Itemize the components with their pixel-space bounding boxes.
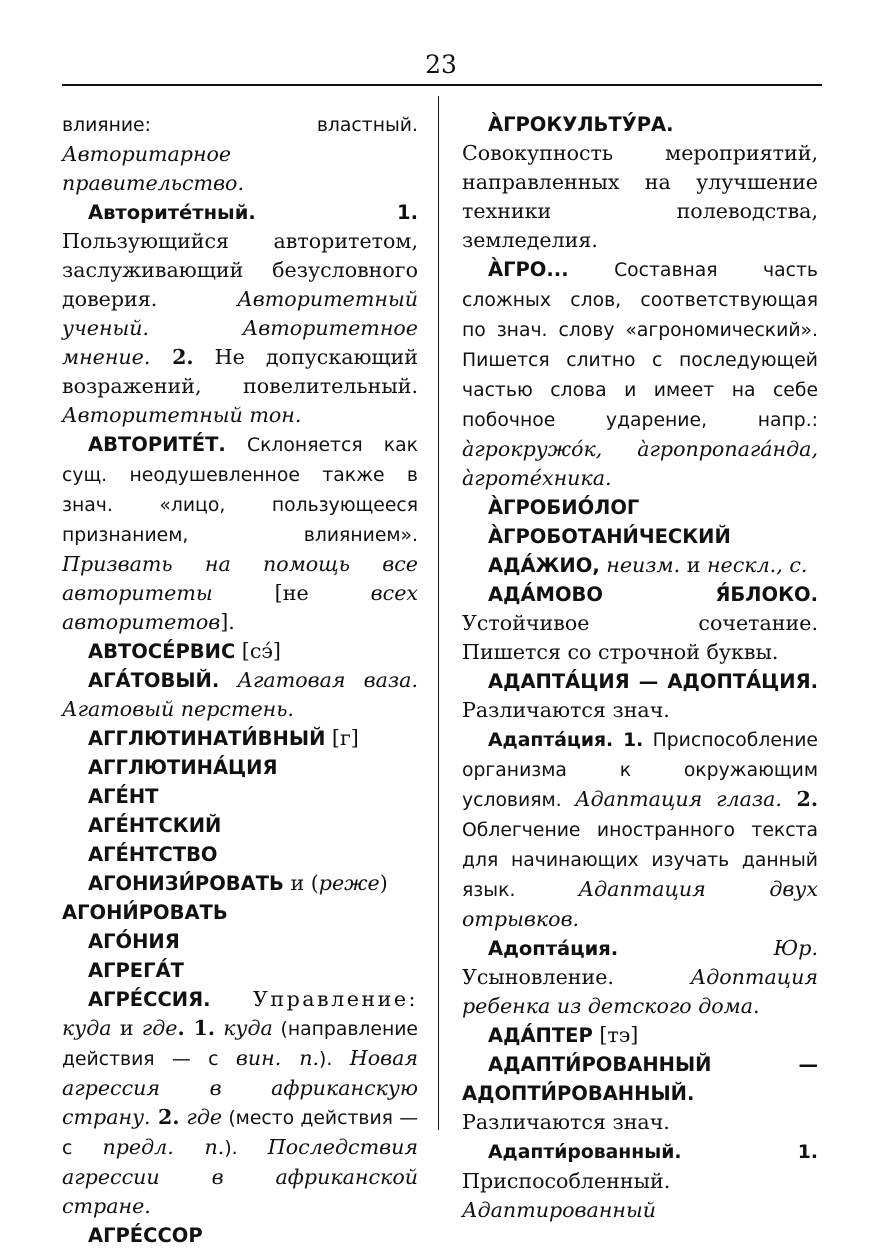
entry-adaptatsiya-adoptatsiya: АДАПТА́ЦИЯ — АДОПТА́ЦИЯ. Различаются знач. (462, 670, 818, 722)
entry-adoptatsiya: Адопта́ция. Юр. Усыновление. Адоптация ребенка из детского дома. (462, 936, 818, 1018)
entry-agatovy: АГА́ТОВЫЙ. Агатовая ваза. Агатовый перстень. (62, 668, 418, 721)
entry-agentsky: АГЕ́НТСКИЙ (88, 814, 222, 837)
entry-agoniya: АГО́НИЯ (88, 930, 180, 953)
entry-agregat: АГРЕГА́Т (88, 959, 184, 982)
right-column (462, 110, 818, 1225)
header-rule (62, 84, 822, 86)
entry-avtoritet: АВТОРИТЕ́Т. Склоняется как сущ. неодушевленное также в знач. «лицо, пользующееся признанием, влиянием». Призвать на помощь все авторитеты [не всех авторитетов]. (62, 433, 418, 634)
entry-adazhio: АДА́ЖИО, неизм. и нескл., с. (488, 553, 808, 577)
entry-agrobotanichesky: А̀ГРОБОТАНИ́ЧЕСКИЙ (488, 525, 731, 548)
entry-avtoritetny: Авторите́тный. 1. Пользующийся авторитетом, заслуживающий безусловного доверия. Авторитетный ученый. Авторитетное мнение. 2. Не допускающий возражений, повелительный. Авторитетный тон. (62, 201, 419, 427)
entry-adamovo-yabloko: АДА́МОВО Я́БЛОКО. Устойчивое сочетание. Пишется со строчной буквы. (462, 583, 818, 664)
entry-avtoservis: АВТОСЕ́РВИС [сэ́] (88, 639, 281, 663)
entry-agglyutinativny: АГГЛЮТИНАТИ́ВНЫЙ [г] (88, 726, 359, 750)
entry-agglyutinatsiya: АГГЛЮТИНА́ЦИЯ (88, 756, 278, 779)
entry-agressiya: АГРЕ́ССИЯ. Управление: куда и где. 1. куда (направление действия — с вин. п.). Новая агрессия в африканскую страну. 2. где (место действия — с предл. п.). Последствия агрессии в африканской стране. (62, 987, 419, 1218)
entry-adaptirovanny-adoptirovanny: АДАПТИ́РОВАННЫЙ — АДОПТИ́РОВАННЫЙ. Различаются знач. (462, 1053, 818, 1134)
left-column (62, 110, 418, 1250)
entry-adaptatsiya: Адапта́ция. 1. Приспособление организма к окружающим условиям. Адаптация глаза. 2. Облегчение иностранного текста для начинающих изучать данный язык. Адаптация двух отрывков. (462, 730, 818, 931)
entry-agrobiolog: А̀ГРОБИО́ЛОГ (488, 496, 640, 519)
page-number: 23 (425, 50, 457, 79)
column-divider (438, 96, 439, 1130)
entry-agonizirovat: АГОНИЗИ́РОВАТЬ и (реже) (88, 871, 388, 895)
entry-agro: А̀ГРО... Составная часть сложных слов, соответствующая по знач. слову «агрономический». Пишется слитно с последующей частью слова и имеет на себе побочное ударение, напр.: а̀грокружо́к, а̀гропропага́нда, а̀гроте́хника. (462, 258, 818, 490)
entry-agonirovat: АГОНИ́РОВАТЬ (62, 901, 228, 924)
entry-adaptirovanny: Адапти́рованный. 1. Приспособленный. Адаптированный (462, 1142, 818, 1222)
entry-agrokultura: А̀ГРОКУЛЬТУ́РА. Совокупность мероприятий, направленных на улучшение техники полеводства, земледелия. (462, 113, 818, 252)
entry-continuation: влияние: властный. Авторитарное правительство. (62, 115, 418, 195)
entry-agentstvo: АГЕ́НТСТВО (88, 843, 218, 866)
entry-agressor: АГРЕ́ССОР (88, 1224, 203, 1247)
entry-adapter: АДА́ПТЕР [тэ] (488, 1023, 639, 1047)
entry-agent: АГЕ́НТ (88, 785, 159, 808)
